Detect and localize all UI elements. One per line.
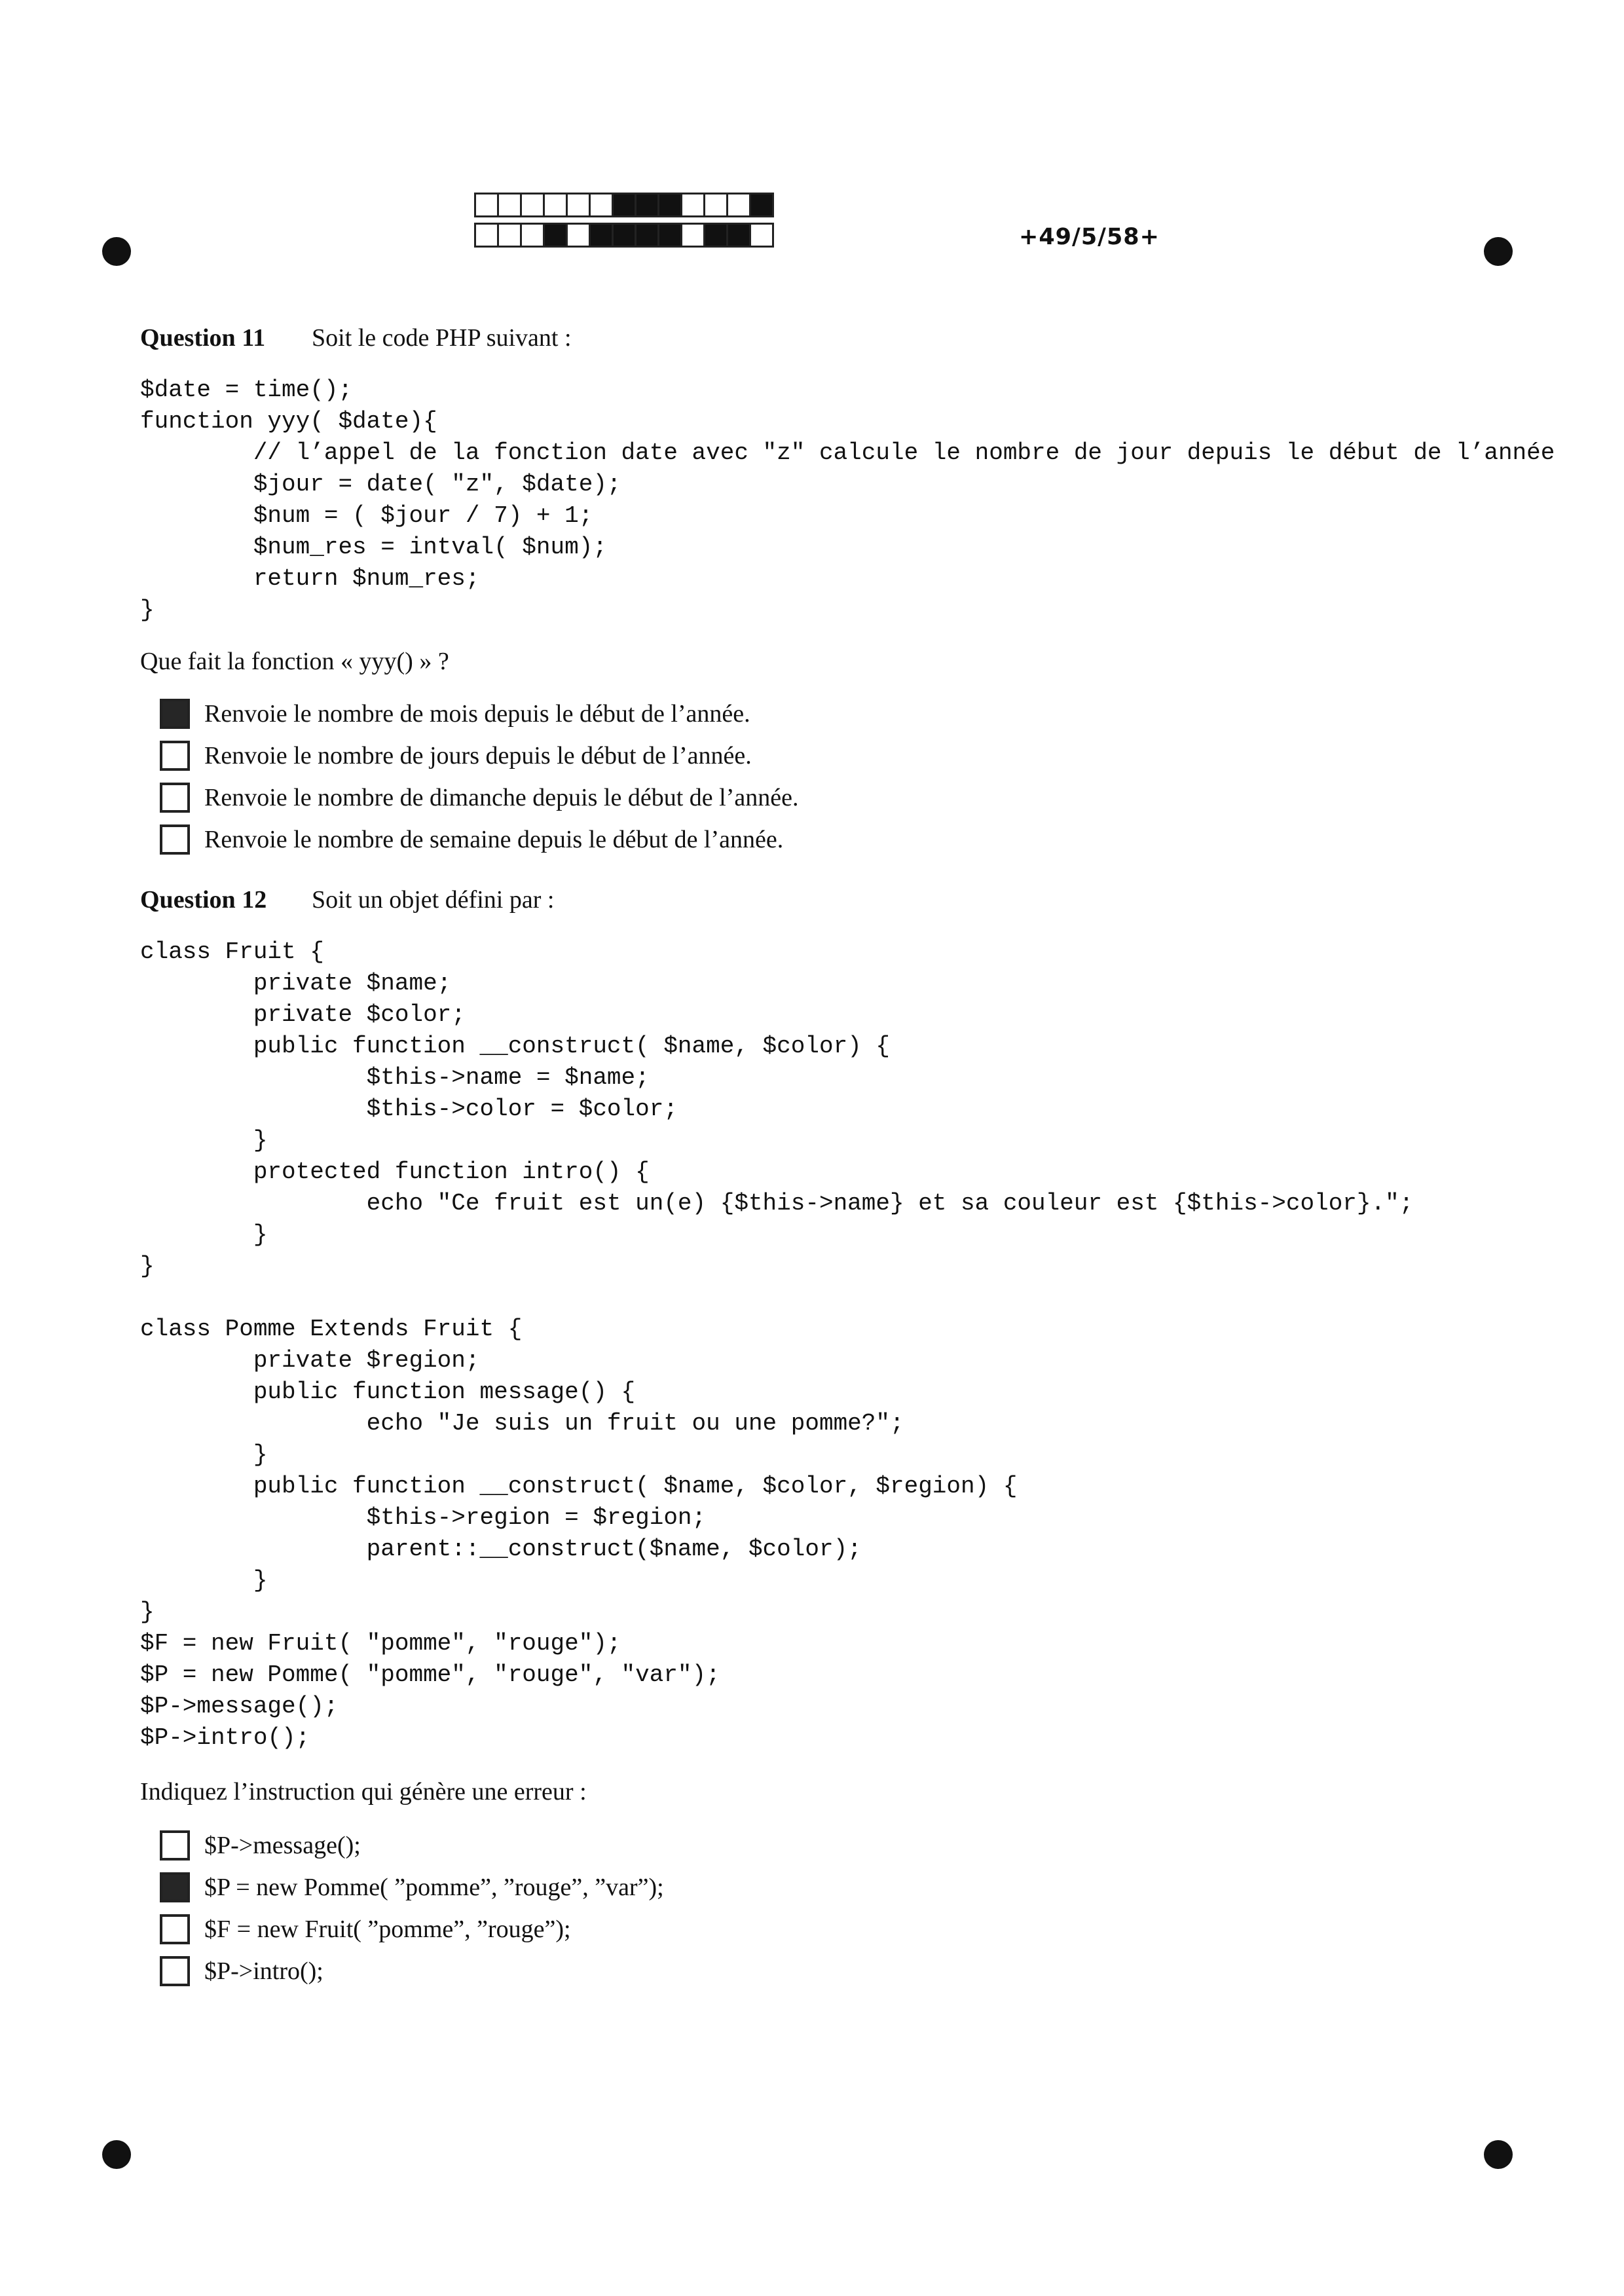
answer-label: Renvoie le nombre de mois depuis le début de l’année.	[204, 700, 750, 728]
barcode-cell	[749, 193, 774, 217]
barcode-cell	[680, 223, 705, 248]
barcode-cell	[474, 193, 499, 217]
question-11-prompt: Que fait la fonction « yyy() » ?	[140, 648, 449, 675]
answer-checkbox[interactable]	[160, 1914, 190, 1944]
answer-choice[interactable]	[160, 1824, 664, 1866]
answer-checkbox[interactable]	[160, 783, 190, 813]
answer-checkbox[interactable]	[160, 1956, 190, 1986]
registration-mark-top-right	[1484, 237, 1513, 266]
question-12-header	[140, 885, 554, 914]
question-12-prompt: Indiquez l’instruction qui génère une erreur :	[140, 1778, 587, 1805]
answer-label: $P = new Pomme( ”pomme”, ”rouge”, ”var”);	[204, 1874, 664, 1901]
barcode-row-top	[474, 193, 772, 217]
barcode-cell	[635, 193, 659, 217]
answer-checkbox[interactable]	[160, 741, 190, 771]
registration-mark-top-left	[102, 237, 131, 266]
question-11-header	[140, 324, 572, 352]
barcode-cell	[657, 223, 682, 248]
barcode-cell	[612, 193, 637, 217]
sheet-id: +49/5/58+	[1019, 224, 1160, 250]
barcode-cell	[635, 223, 659, 248]
answer-choice[interactable]	[160, 777, 798, 819]
barcode-cell	[566, 223, 591, 248]
question-intro: Soit le code PHP suivant :	[312, 324, 572, 352]
question-12-code: class Fruit { private $name; private $color; public function __construct( $name, $color) { $this->name = $name; $this->color = $color; } protected function intro() { echo "Ce fruit est un(e) {$this->name} et sa couleur est {$this->color}."; } } class Pomme Extends Fruit { private $region; public function message() { echo "Je suis un fruit ou une pomme?"; } public function __construct( $name, $color, $region) { $this->region = $region; parent::__construct($name, $color); } } $F = new Fruit( "pomme", "rouge"); $P = new Pomme( "pomme", "rouge", "var"); $P->message(); $P->intro();	[140, 938, 1414, 1751]
answer-choice[interactable]	[160, 1908, 664, 1950]
answer-label: $P->intro();	[204, 1957, 323, 1985]
barcode-row-bottom	[474, 223, 772, 248]
answer-checkbox-checked[interactable]	[160, 699, 190, 729]
barcode-cell	[726, 193, 751, 217]
question-intro: Soit un objet défini par :	[312, 886, 555, 914]
answer-choice[interactable]	[160, 735, 798, 777]
barcode-cell	[749, 223, 774, 248]
barcode-cell	[612, 223, 637, 248]
answer-label: Renvoie le nombre de dimanche depuis le début de l’année.	[204, 784, 799, 811]
barcode-cell	[589, 223, 614, 248]
answer-label: $F = new Fruit( ”pomme”, ”rouge”);	[204, 1916, 571, 1943]
barcode-cell	[589, 193, 614, 217]
barcode-cell	[726, 223, 751, 248]
question-12-choices	[160, 1824, 664, 1992]
question-number: Question 12	[140, 886, 267, 914]
barcode-cell	[680, 193, 705, 217]
registration-mark-bottom-right	[1484, 2140, 1513, 2169]
barcode-cell	[543, 223, 568, 248]
answer-choice[interactable]	[160, 693, 798, 735]
answer-label: $P->message();	[204, 1832, 361, 1859]
barcode-cell	[703, 223, 728, 248]
answer-checkbox[interactable]	[160, 1830, 190, 1861]
barcode-cell	[520, 223, 545, 248]
answer-choice[interactable]	[160, 1950, 664, 1992]
barcode-cell	[520, 193, 545, 217]
question-11-code: $date = time(); function yyy( $date){ // l’appel de la fonction date avec "z" calcule le nombre de jour depuis le début de l’année $jour = date( "z", $date); $num = ( $jour / 7) + 1; $num_res = intval( $num); return $num_res; }	[140, 377, 1555, 623]
barcode-cell	[566, 193, 591, 217]
answer-label: Renvoie le nombre de semaine depuis le début de l’année.	[204, 826, 784, 853]
registration-mark-bottom-left	[102, 2140, 131, 2169]
answer-choice[interactable]	[160, 1866, 664, 1908]
question-11-choices	[160, 693, 798, 861]
barcode-cell	[543, 193, 568, 217]
barcode-cell	[497, 193, 522, 217]
barcode-cell	[657, 193, 682, 217]
barcode-cell	[497, 223, 522, 248]
answer-checkbox[interactable]	[160, 824, 190, 855]
answer-label: Renvoie le nombre de jours depuis le début de l’année.	[204, 742, 752, 769]
answer-checkbox-checked[interactable]	[160, 1872, 190, 1902]
barcode-cell	[474, 223, 499, 248]
answer-choice[interactable]	[160, 819, 798, 861]
question-number: Question 11	[140, 324, 266, 352]
barcode-cell	[703, 193, 728, 217]
